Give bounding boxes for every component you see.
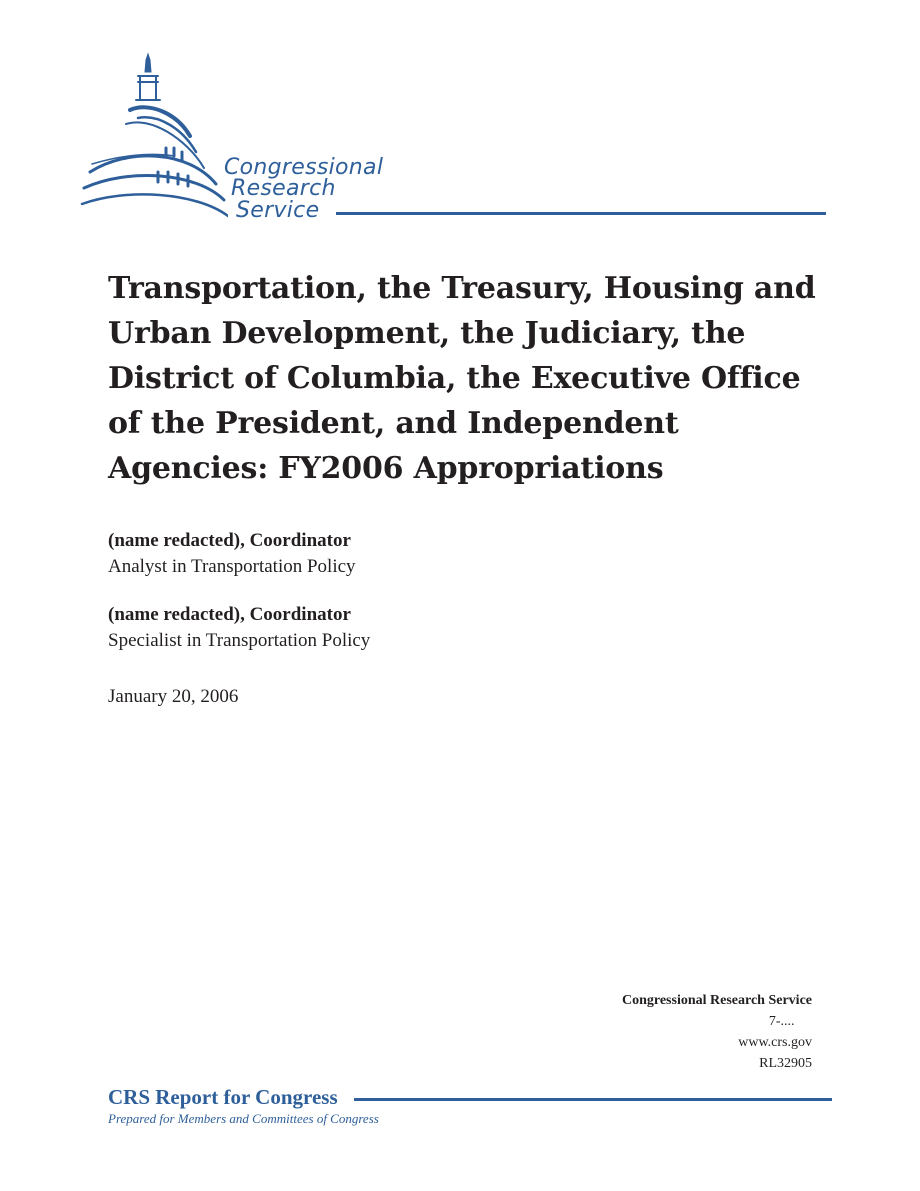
- agency-url[interactable]: www.crs.gov: [738, 1035, 812, 1050]
- author-role: Specialist in Transportation Policy: [108, 630, 371, 651]
- author-2: [108, 602, 370, 654]
- crs-logo: [78, 52, 838, 227]
- agency-name: Congressional Research Service: [621, 993, 812, 1008]
- footer-rule: [354, 1098, 832, 1101]
- logo-text-research: Research: [231, 176, 336, 201]
- report-date: January 20, 2006: [108, 686, 239, 707]
- report-title: Transportation, the Treasury, Housing and Urban Development, the Judiciary, the District of Columbia, the Executive Office of the President, and Independent Agencies: FY2006 Appropriations: [108, 271, 816, 486]
- agency-code: [622, 1011, 812, 1032]
- capitol-dome-icon: [78, 52, 228, 227]
- logo-text-service: Service: [236, 198, 320, 223]
- agency-block: [622, 990, 812, 1074]
- footer-title: CRS Report for Congress: [108, 1085, 338, 1109]
- author-name: (name redacted), Coordinator: [108, 604, 351, 625]
- author-name: (name redacted), Coordinator: [108, 530, 351, 551]
- report-number: RL32905: [759, 1056, 812, 1071]
- agency-code-text: 7-....: [768, 1014, 795, 1029]
- logo-rule: [336, 212, 826, 215]
- author-role: Analyst in Transportation Policy: [108, 556, 356, 577]
- author-1: [108, 528, 356, 580]
- footer-subtitle: Prepared for Members and Committees of Congress: [108, 1111, 379, 1126]
- logo-text-congressional: Congressional: [224, 155, 384, 180]
